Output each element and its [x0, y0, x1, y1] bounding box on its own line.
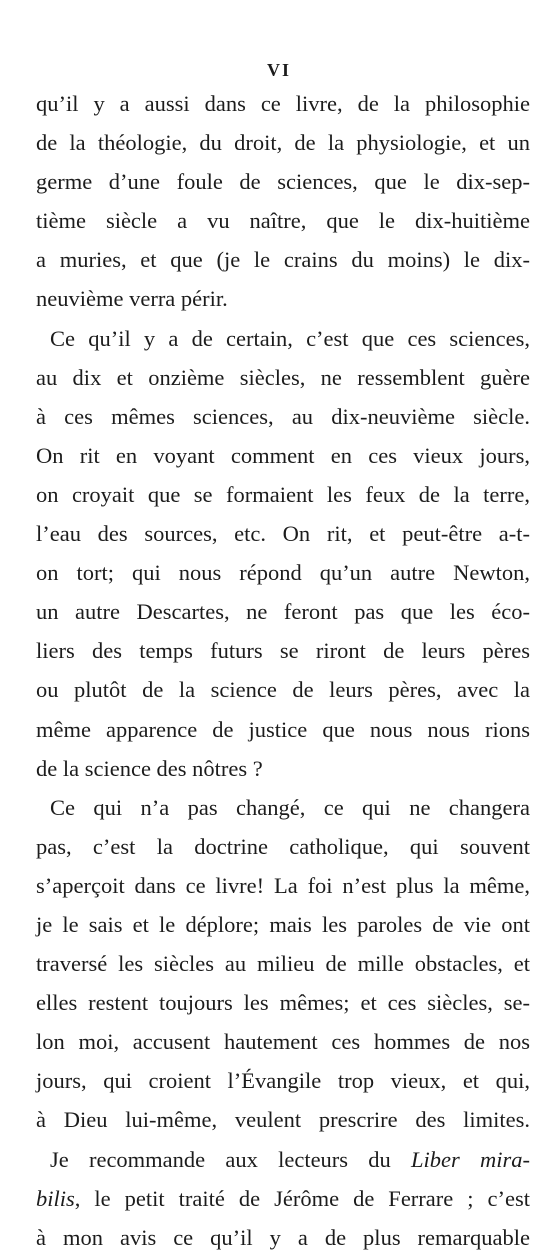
line-text: germe d’une foule de sciences, que le dix-sep-: [36, 169, 530, 195]
line-text: On rit en voyant comment en ces vieux jours,: [36, 442, 530, 468]
line-text: liers des temps futurs se riront de leurs pères: [36, 638, 530, 664]
line-text: lon moi, accusent hautement ces hommes de nos: [36, 1029, 530, 1055]
text-line: [36, 827, 530, 866]
text-line: [36, 84, 530, 123]
line-text: je le sais et le déplore; mais les paroles de vie ont: [36, 911, 530, 937]
book-title-italic: bilis: [36, 1185, 75, 1211]
line-text: traversé les siècles au milieu de mille obstacles, et: [36, 951, 530, 977]
text-line: [36, 240, 530, 279]
text-line: [36, 475, 530, 514]
text-line: [36, 710, 530, 749]
line-text: de la science des nôtres ?: [36, 755, 263, 781]
line-text: Ce qui n’a pas changé, ce qui ne changera: [50, 794, 530, 820]
line-text: neuvième verra périr.: [36, 286, 228, 312]
text-line: [36, 1022, 530, 1061]
line-text: a muries, et que (je le crains du moins) le dix-: [36, 247, 530, 273]
text-line: [36, 905, 530, 944]
text-line: [36, 1100, 530, 1139]
text-line: [36, 1179, 530, 1218]
line-text: on tort; qui nous répond qu’un autre Newton,: [36, 560, 530, 586]
text-line: [36, 631, 530, 670]
paragraph-start-line: [36, 788, 530, 827]
paragraph-end-line: [36, 279, 530, 318]
page-number: VI: [266, 60, 291, 80]
line-text: au dix et onzième siècles, ne ressemblent guère: [36, 364, 530, 390]
line-text: on croyait que se formaient les feux de la terre,: [36, 481, 530, 507]
text-line: [36, 162, 530, 201]
text-line: [36, 866, 530, 905]
text-line: [36, 670, 530, 709]
line-text: ou plutôt de la science de leurs pères, avec la: [36, 677, 530, 703]
line-text: jours, qui croient l’Évangile trop vieux, et qui,: [36, 1068, 530, 1094]
text-line: [36, 983, 530, 1022]
line-text: Je recommande aux lecteurs du: [50, 1146, 412, 1172]
line-text: à Dieu lui-même, veulent prescrire des limites.: [36, 1107, 530, 1133]
line-text: à mon avis ce qu’il y a de plus remarquable: [36, 1224, 530, 1250]
line-text: elles restent toujours les mêmes; et ces siècles, se-: [36, 990, 530, 1016]
line-text: s’aperçoit dans ce livre! La foi n’est plus la même,: [36, 872, 530, 898]
body-text: [36, 84, 530, 1257]
paragraph-end-line: [36, 749, 530, 788]
text-line: [36, 123, 530, 162]
text-line: [36, 944, 530, 983]
line-text: l’eau des sources, etc. On rit, et peut-être a-t-: [36, 521, 530, 547]
line-text: de la théologie, du droit, de la physiologie, et un: [36, 130, 530, 156]
text-line: [36, 1061, 530, 1100]
line-text: Ce qu’il y a de certain, c’est que ces sciences,: [50, 325, 530, 351]
line-text: un autre Descartes, ne feront pas que les éco-: [36, 599, 530, 625]
line-text: pas, c’est la doctrine catholique, qui souvent: [36, 833, 530, 859]
line-text: tième siècle a vu naître, que le dix-huitième: [36, 208, 530, 234]
text-line: [36, 1218, 530, 1257]
text-line: [36, 592, 530, 631]
line-text: à ces mêmes sciences, au dix-neuvième siècle.: [36, 403, 530, 429]
book-title-italic: Liber mira-: [411, 1146, 530, 1172]
text-line: [36, 201, 530, 240]
paragraph-start-line: [36, 1140, 530, 1179]
text-line: [36, 436, 530, 475]
text-line: [36, 397, 530, 436]
line-text: même apparence de justice que nous nous rions: [36, 716, 530, 742]
text-line: [36, 553, 530, 592]
line-text: qu’il y a aussi dans ce livre, de la philosophie: [36, 91, 530, 116]
paragraph-start-line: [36, 319, 530, 358]
line-text: , le petit traité de Jérôme de Ferrare ; c’est: [74, 1185, 530, 1211]
text-line: [36, 358, 530, 397]
text-line: [36, 514, 530, 553]
